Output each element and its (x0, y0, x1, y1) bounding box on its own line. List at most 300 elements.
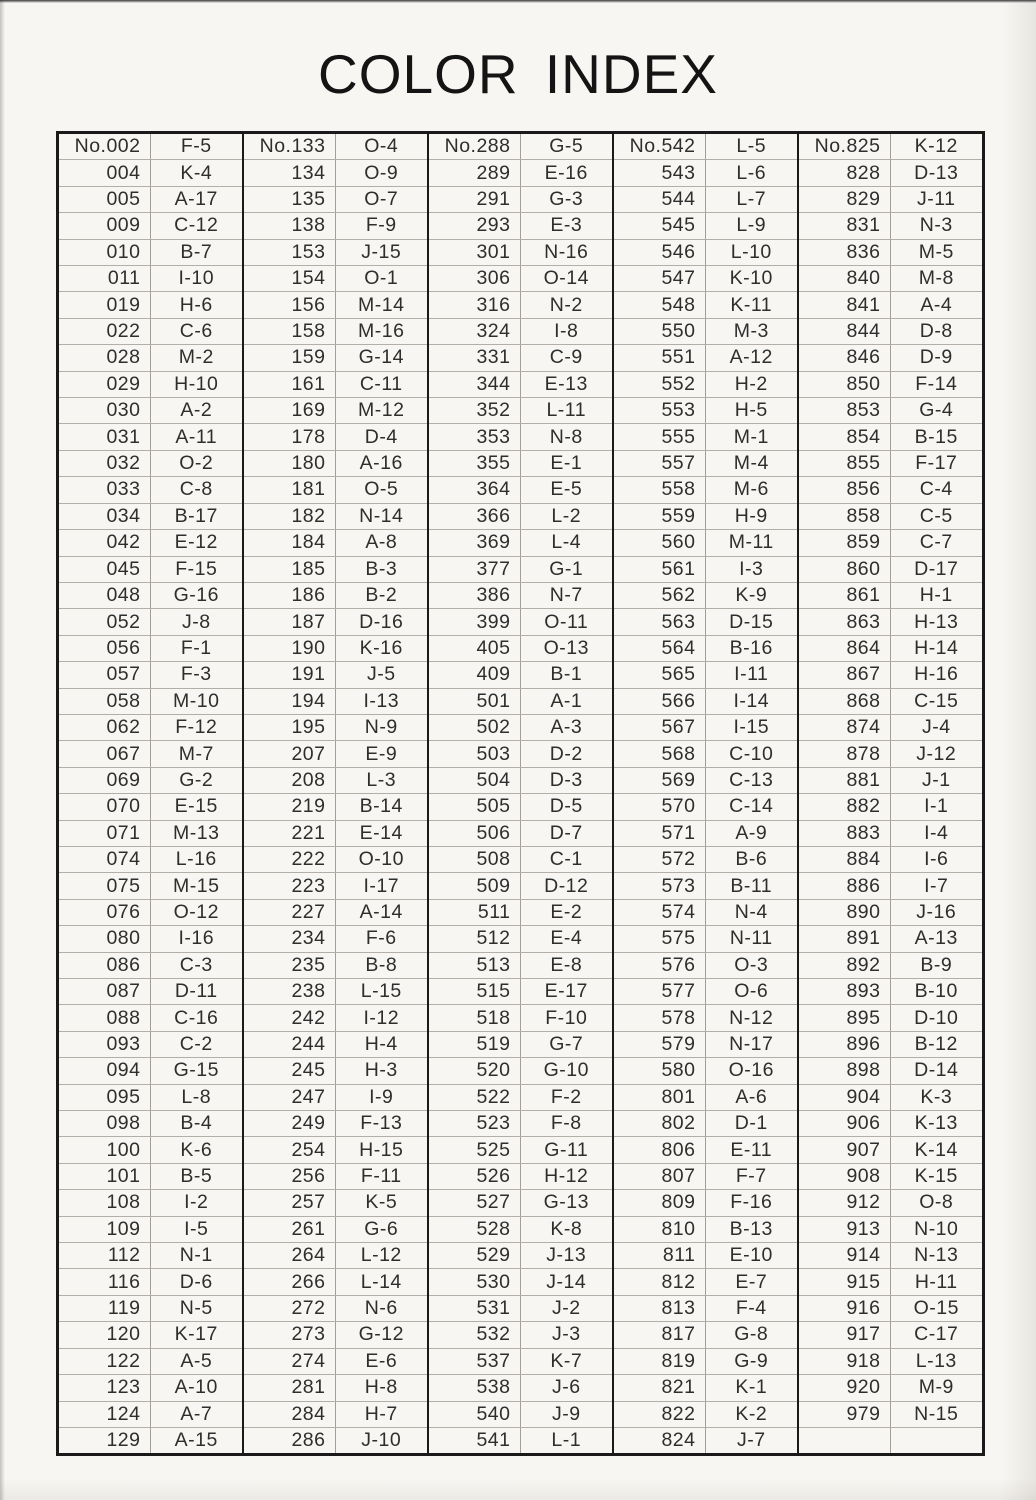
color-number-cell: 071 (59, 821, 151, 846)
color-code-cell: F-4 (735, 1297, 767, 1320)
color-number-cell: 194 (244, 689, 336, 714)
table-row (799, 847, 982, 873)
table-row (59, 741, 242, 767)
color-number-cell: 159 (244, 345, 336, 370)
color-number-cell: 571 (614, 821, 706, 846)
table-row (799, 134, 982, 160)
table-row (244, 847, 427, 873)
color-code-cell: A-2 (180, 399, 213, 422)
table-row (429, 1058, 612, 1084)
color-number-cell: 101 (59, 1164, 151, 1189)
table-row (429, 372, 612, 398)
color-code-cell: A-13 (914, 927, 958, 950)
color-code-cell: M-7 (178, 742, 214, 765)
table-row (799, 953, 982, 979)
color-number-cell: 138 (244, 213, 336, 238)
table-row (429, 1005, 612, 1031)
table-row (59, 1058, 242, 1084)
table-row (244, 689, 427, 715)
color-number-cell: 409 (429, 662, 521, 687)
table-row (614, 979, 797, 1005)
color-code-cell: L-7 (736, 188, 767, 211)
table-row (614, 662, 797, 688)
color-number-cell: 531 (429, 1296, 521, 1321)
table-row (799, 1349, 982, 1375)
color-code-cell: B-16 (729, 636, 773, 659)
color-code-cell: C-11 (359, 372, 403, 395)
color-number-cell: 912 (799, 1190, 891, 1215)
table-row (614, 847, 797, 873)
color-number-cell: No.133 (244, 134, 336, 159)
color-code-cell: H-2 (734, 372, 768, 395)
color-number-cell: 811 (614, 1243, 706, 1268)
color-code-cell: I-15 (733, 716, 770, 739)
color-code-cell: J-12 (916, 742, 957, 765)
table-row (799, 530, 982, 556)
color-number-cell: 863 (799, 609, 891, 634)
table-row (614, 609, 797, 635)
color-code-cell: E-7 (735, 1270, 768, 1293)
table-row (244, 979, 427, 1005)
color-code-cell: I-5 (184, 1217, 209, 1240)
color-number-cell: 860 (799, 557, 891, 582)
color-code-cell: O-12 (173, 900, 219, 923)
color-number-cell: 824 (614, 1428, 706, 1453)
color-code-cell: J-15 (361, 240, 402, 263)
color-number-cell: 238 (244, 979, 336, 1004)
color-code-cell: E-5 (550, 478, 583, 501)
table-row (429, 504, 612, 530)
color-code-cell: H-15 (359, 1138, 404, 1161)
table-row (429, 1269, 612, 1295)
color-code-cell: K-15 (914, 1165, 958, 1188)
table-row (429, 636, 612, 662)
color-number-cell: 898 (799, 1058, 891, 1083)
color-number-cell: 570 (614, 794, 706, 819)
color-number-cell: 070 (59, 794, 151, 819)
table-row (799, 160, 982, 186)
scan-edge-top (0, 0, 1036, 3)
color-code-cell: M-10 (173, 689, 220, 712)
color-code-cell: E-3 (550, 214, 583, 237)
color-index-table (56, 131, 985, 1456)
color-code-cell: E-4 (550, 927, 583, 950)
color-code-cell: J-7 (736, 1429, 766, 1452)
color-number-cell: 856 (799, 477, 891, 502)
table-row (799, 1058, 982, 1084)
table-row (59, 953, 242, 979)
color-number-cell: 918 (799, 1349, 891, 1374)
color-number-cell: 377 (429, 557, 521, 582)
table-row (799, 1111, 982, 1137)
color-number-cell: 355 (429, 451, 521, 476)
table-row (614, 1296, 797, 1322)
color-number-cell: 129 (59, 1428, 151, 1453)
table-row (799, 187, 982, 213)
table-row (614, 160, 797, 186)
table-row (614, 741, 797, 767)
table-row (614, 926, 797, 952)
table-row (429, 213, 612, 239)
color-code-cell: G-12 (358, 1323, 404, 1346)
color-code-cell: A-7 (180, 1402, 213, 1425)
color-code-cell: L-5 (736, 135, 767, 158)
table-row (429, 1349, 612, 1375)
table-row (614, 240, 797, 266)
color-code-cell: E-14 (359, 821, 403, 844)
color-code-cell: F-8 (550, 1112, 582, 1135)
color-code-cell: G-10 (543, 1059, 589, 1082)
table-row (244, 662, 427, 688)
table-row (614, 504, 797, 530)
color-number-cell: 502 (429, 715, 521, 740)
color-code-cell: K-4 (180, 161, 213, 184)
color-number-cell: 560 (614, 530, 706, 555)
color-number-cell: 508 (429, 847, 521, 872)
color-number-cell: 134 (244, 160, 336, 185)
color-code-cell: C-7 (919, 531, 953, 554)
color-number-cell: 802 (614, 1111, 706, 1136)
color-code-cell: I-7 (924, 874, 949, 897)
color-code-cell: N-4 (734, 900, 768, 923)
color-code-cell: B-12 (914, 1033, 958, 1056)
color-number-cell: 559 (614, 504, 706, 529)
table-row (429, 847, 612, 873)
color-number-cell: 057 (59, 662, 151, 687)
color-code-cell: D-7 (549, 821, 583, 844)
table-row (429, 900, 612, 926)
color-code-cell: C-4 (919, 478, 953, 501)
table-row (614, 900, 797, 926)
table-row (614, 715, 797, 741)
color-number-cell: 518 (429, 1005, 521, 1030)
color-number-cell: 906 (799, 1111, 891, 1136)
color-number-cell: 807 (614, 1164, 706, 1189)
color-number-cell: 525 (429, 1137, 521, 1162)
table-row (799, 926, 982, 952)
table-row (429, 160, 612, 186)
table-row (244, 1164, 427, 1190)
table-row (429, 1402, 612, 1428)
color-number-cell: No.825 (799, 134, 891, 159)
color-number-cell: 011 (59, 266, 151, 291)
table-row (799, 662, 982, 688)
table-row (429, 187, 612, 213)
color-number-cell: 249 (244, 1111, 336, 1136)
table-row (59, 1032, 242, 1058)
color-code-cell: A-10 (174, 1376, 218, 1399)
color-code-cell: A-3 (550, 716, 583, 739)
color-number-cell: 530 (429, 1269, 521, 1294)
table-row (614, 1322, 797, 1348)
table-row (59, 689, 242, 715)
color-number-cell: 191 (244, 662, 336, 687)
table-row (614, 794, 797, 820)
color-number-cell: 503 (429, 741, 521, 766)
color-number-cell (799, 1428, 891, 1453)
color-number-cell: 045 (59, 557, 151, 582)
color-code-cell: L-9 (736, 214, 767, 237)
color-number-cell: 915 (799, 1269, 891, 1294)
color-number-cell: 153 (244, 240, 336, 265)
color-code-cell: J-4 (921, 716, 951, 739)
table-row (429, 979, 612, 1005)
color-number-cell: 810 (614, 1217, 706, 1242)
color-number-cell: 028 (59, 345, 151, 370)
color-number-cell: 867 (799, 662, 891, 687)
color-code-cell: L-13 (915, 1349, 957, 1372)
color-number-cell: 506 (429, 821, 521, 846)
color-number-cell: 850 (799, 372, 891, 397)
color-number-cell: 504 (429, 768, 521, 793)
color-number-cell: 019 (59, 292, 151, 317)
color-code-cell: B-4 (180, 1112, 213, 1135)
color-number-cell: 219 (244, 794, 336, 819)
color-code-cell: L-8 (181, 1085, 212, 1108)
color-code-cell: G-6 (364, 1217, 399, 1240)
table-row (614, 398, 797, 424)
color-code-cell: K-13 (914, 1112, 958, 1135)
color-code-cell: D-17 (914, 557, 959, 580)
color-number-cell: 281 (244, 1375, 336, 1400)
color-code-cell: F-9 (365, 214, 397, 237)
color-code-cell: D-1 (734, 1112, 768, 1135)
color-number-cell: 344 (429, 372, 521, 397)
table-row (244, 160, 427, 186)
color-number-cell: 813 (614, 1296, 706, 1321)
color-code-cell: G-13 (543, 1191, 589, 1214)
table-row (244, 240, 427, 266)
color-number-cell: 030 (59, 398, 151, 423)
table-row (429, 134, 612, 160)
color-code-cell: E-8 (550, 953, 583, 976)
color-code-cell: B-3 (365, 557, 398, 580)
table-row (429, 873, 612, 899)
color-code-cell: G-4 (919, 399, 954, 422)
color-number-cell: 353 (429, 424, 521, 449)
color-code-cell: J-11 (917, 188, 956, 211)
color-number-cell: 904 (799, 1085, 891, 1110)
color-code-cell: F-14 (915, 372, 958, 395)
table-row (614, 424, 797, 450)
color-number-cell: 056 (59, 636, 151, 661)
color-code-cell: J-1 (921, 768, 951, 791)
color-code-cell: L-11 (546, 399, 587, 422)
color-code-cell: M-9 (918, 1376, 954, 1399)
color-code-cell: D-4 (364, 425, 398, 448)
color-code-cell: O-9 (364, 161, 399, 184)
table-row (244, 1322, 427, 1348)
table-row (59, 926, 242, 952)
table-row (244, 636, 427, 662)
color-code-cell: K-16 (359, 636, 403, 659)
color-code-cell: M-1 (733, 425, 769, 448)
table-row (429, 768, 612, 794)
color-number-cell: 254 (244, 1137, 336, 1162)
page-title: COLOR INDEX (318, 43, 718, 105)
color-number-cell: 195 (244, 715, 336, 740)
color-code-cell: F-15 (175, 557, 218, 580)
color-code-cell: I-1 (924, 795, 949, 818)
color-number-cell: 844 (799, 319, 891, 344)
table-row (59, 187, 242, 213)
color-code-cell: N-2 (549, 293, 583, 316)
table-row (799, 1243, 982, 1269)
table-row (59, 451, 242, 477)
color-code-cell: C-15 (914, 689, 959, 712)
color-code-cell: M-15 (173, 874, 220, 897)
table-row (799, 609, 982, 635)
color-code-cell: L-14 (360, 1270, 402, 1293)
color-number-cell: 095 (59, 1085, 151, 1110)
table-row (614, 583, 797, 609)
table-row (59, 292, 242, 318)
color-number-cell: 222 (244, 847, 336, 872)
color-code-cell: L-16 (175, 848, 217, 871)
table-row (244, 1243, 427, 1269)
color-code-cell: D-6 (179, 1270, 213, 1293)
table-row (59, 1269, 242, 1295)
color-number-cell: 227 (244, 900, 336, 925)
table-row (244, 1217, 427, 1243)
table-row (59, 900, 242, 926)
table-row (244, 530, 427, 556)
color-code-cell: M-6 (733, 478, 769, 501)
color-number-cell: 100 (59, 1137, 151, 1162)
color-number-cell: 076 (59, 900, 151, 925)
table-row (244, 794, 427, 820)
color-code-cell: C-8 (179, 478, 213, 501)
color-code-cell: I-9 (369, 1085, 394, 1108)
table-row (429, 240, 612, 266)
color-code-cell: H-8 (364, 1376, 398, 1399)
color-code-cell: L-1 (551, 1429, 582, 1452)
color-code-cell: K-3 (920, 1085, 953, 1108)
color-code-cell: E-6 (365, 1349, 398, 1372)
color-number-cell: 812 (614, 1269, 706, 1294)
table-row (429, 1032, 612, 1058)
table-row (244, 1111, 427, 1137)
table-row (59, 1349, 242, 1375)
color-code-cell: I-3 (739, 557, 764, 580)
table-column (59, 134, 244, 1453)
color-number-cell: 896 (799, 1032, 891, 1057)
color-number-cell: 289 (429, 160, 521, 185)
color-number-cell: 513 (429, 953, 521, 978)
color-number-cell: 005 (59, 187, 151, 212)
color-number-cell: 817 (614, 1322, 706, 1347)
table-row (244, 609, 427, 635)
table-row (799, 1164, 982, 1190)
table-row (799, 715, 982, 741)
color-code-cell: G-2 (179, 768, 214, 791)
color-code-cell: J-16 (916, 900, 957, 923)
color-code-cell: K-10 (729, 267, 773, 290)
table-row (429, 1322, 612, 1348)
color-number-cell: 256 (244, 1164, 336, 1189)
color-number-cell: 010 (59, 240, 151, 265)
color-code-cell: K-5 (365, 1191, 398, 1214)
color-code-cell: D-8 (919, 320, 953, 343)
table-row (614, 1111, 797, 1137)
color-code-cell: H-11 (914, 1270, 958, 1293)
color-code-cell: D-15 (729, 610, 774, 633)
color-code-cell: O-1 (364, 267, 399, 290)
color-number-cell: 917 (799, 1322, 891, 1347)
color-number-cell: 352 (429, 398, 521, 423)
color-number-cell: 886 (799, 873, 891, 898)
color-code-cell: O-15 (913, 1297, 959, 1320)
table-row (429, 1428, 612, 1453)
color-number-cell: 854 (799, 424, 891, 449)
table-row (614, 372, 797, 398)
color-code-cell: A-16 (359, 452, 403, 475)
color-number-cell: 009 (59, 213, 151, 238)
table-row (799, 821, 982, 847)
color-code-cell: O-16 (728, 1059, 774, 1082)
table-row (799, 794, 982, 820)
color-code-cell: A-1 (550, 689, 583, 712)
table-row (429, 477, 612, 503)
table-row (244, 1296, 427, 1322)
color-code-cell: C-10 (729, 742, 774, 765)
color-number-cell: 537 (429, 1349, 521, 1374)
color-number-cell: 853 (799, 398, 891, 423)
table-row (59, 873, 242, 899)
table-row (59, 1085, 242, 1111)
table-row (429, 609, 612, 635)
color-number-cell: 874 (799, 715, 891, 740)
color-number-cell: 557 (614, 451, 706, 476)
table-row (244, 1005, 427, 1031)
table-row (799, 768, 982, 794)
table-row (59, 847, 242, 873)
color-number-cell: 207 (244, 741, 336, 766)
table-row (429, 1164, 612, 1190)
color-number-cell: 301 (429, 240, 521, 265)
color-code-cell: A-12 (729, 346, 773, 369)
color-code-cell: G-16 (173, 584, 219, 607)
table-row (614, 1243, 797, 1269)
color-code-cell: N-5 (179, 1297, 213, 1320)
color-number-cell: 574 (614, 900, 706, 925)
color-number-cell: 861 (799, 583, 891, 608)
color-number-cell: 029 (59, 372, 151, 397)
table-row (59, 424, 242, 450)
color-number-cell: 908 (799, 1164, 891, 1189)
color-number-cell: 890 (799, 900, 891, 925)
color-code-cell: J-10 (361, 1429, 402, 1452)
color-number-cell: 181 (244, 477, 336, 502)
table-row (59, 319, 242, 345)
color-number-cell: 859 (799, 530, 891, 555)
table-row (244, 213, 427, 239)
color-code-cell: M-11 (728, 531, 774, 554)
color-code-cell: J-2 (551, 1297, 581, 1320)
color-code-cell: H-14 (914, 636, 959, 659)
color-number-cell: 062 (59, 715, 151, 740)
color-number-cell: 316 (429, 292, 521, 317)
color-number-cell: 501 (429, 689, 521, 714)
table-row (614, 821, 797, 847)
color-code-cell: I-12 (363, 1006, 400, 1029)
table-row (799, 398, 982, 424)
table-row (244, 557, 427, 583)
color-code-cell: C-5 (919, 504, 953, 527)
table-row (244, 424, 427, 450)
table-row (799, 557, 982, 583)
color-code-cell: O-7 (364, 188, 399, 211)
